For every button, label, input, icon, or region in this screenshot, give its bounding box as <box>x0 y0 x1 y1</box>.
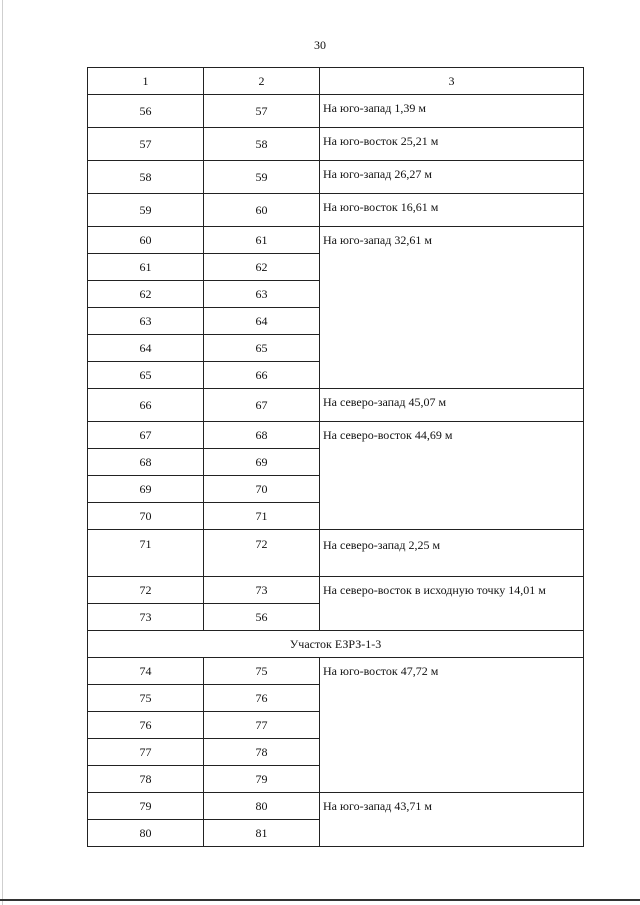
point-to: 65 <box>204 335 320 362</box>
direction-cell: На юго-восток 16,61 м <box>320 194 584 227</box>
point-from: 62 <box>88 281 204 308</box>
table-row <box>88 577 584 604</box>
direction-cell: На северо-восток в исходную точку 14,01 м <box>320 577 584 631</box>
point-from: 68 <box>88 449 204 476</box>
header-cell-from: 1 <box>88 68 204 95</box>
point-to: 69 <box>204 449 320 476</box>
point-from: 61 <box>88 254 204 281</box>
point-from: 70 <box>88 503 204 530</box>
page-number: 30 <box>314 38 326 52</box>
point-to: 76 <box>204 685 320 712</box>
section-header-row <box>88 631 584 658</box>
point-from: 65 <box>88 362 204 389</box>
point-to: 73 <box>204 577 320 604</box>
point-from: 75 <box>88 685 204 712</box>
direction-cell: На юго-восток 25,21 м <box>320 128 584 161</box>
direction-cell: На юго-запад 32,61 м <box>320 227 584 389</box>
table-row <box>88 658 584 685</box>
point-to: 64 <box>204 308 320 335</box>
direction-cell: На юго-восток 47,72 м <box>320 658 584 793</box>
point-to: 78 <box>204 739 320 766</box>
table-row <box>88 793 584 820</box>
point-from: 80 <box>88 820 204 847</box>
direction-cell: На северо-восток 44,69 м <box>320 422 584 530</box>
boundary-points-table <box>87 67 584 847</box>
point-to: 71 <box>204 503 320 530</box>
point-to: 59 <box>204 161 320 194</box>
point-to: 81 <box>204 820 320 847</box>
point-from: 67 <box>88 422 204 449</box>
header-cell-to: 2 <box>204 68 320 95</box>
point-from: 56 <box>88 95 204 128</box>
point-to: 56 <box>204 604 320 631</box>
point-to: 79 <box>204 766 320 793</box>
scan-edge-line <box>2 0 3 905</box>
point-to: 75 <box>204 658 320 685</box>
point-from: 58 <box>88 161 204 194</box>
point-from: 59 <box>88 194 204 227</box>
direction-cell: На северо-запад 45,07 м <box>320 389 584 422</box>
point-from: 57 <box>88 128 204 161</box>
section-title: Участок ЕЗРЗ-1-3 <box>88 631 584 658</box>
point-from: 78 <box>88 766 204 793</box>
point-to: 60 <box>204 194 320 227</box>
point-from: 74 <box>88 658 204 685</box>
point-to: 66 <box>204 362 320 389</box>
point-from: 77 <box>88 739 204 766</box>
table-header-row <box>88 68 584 95</box>
point-from: 76 <box>88 712 204 739</box>
table-row <box>88 389 584 422</box>
point-to: 57 <box>204 95 320 128</box>
point-from: 66 <box>88 389 204 422</box>
direction-cell: На северо-запад 2,25 м <box>320 530 584 577</box>
direction-cell: На юго-запад 43,71 м <box>320 793 584 847</box>
point-to: 62 <box>204 254 320 281</box>
point-to: 58 <box>204 128 320 161</box>
point-to: 63 <box>204 281 320 308</box>
point-to: 67 <box>204 389 320 422</box>
table-row <box>88 422 584 449</box>
table-row <box>88 128 584 161</box>
point-from: 79 <box>88 793 204 820</box>
point-from: 73 <box>88 604 204 631</box>
point-from: 63 <box>88 308 204 335</box>
point-from: 69 <box>88 476 204 503</box>
table-row <box>88 161 584 194</box>
header-cell-direction: 3 <box>320 68 584 95</box>
point-to: 68 <box>204 422 320 449</box>
table-row <box>88 227 584 254</box>
route-table-container <box>87 67 583 847</box>
direction-cell: На юго-запад 26,27 м <box>320 161 584 194</box>
point-to: 80 <box>204 793 320 820</box>
direction-cell: На юго-запад 1,39 м <box>320 95 584 128</box>
point-to: 72 <box>204 530 320 577</box>
point-to: 77 <box>204 712 320 739</box>
table-row <box>88 95 584 128</box>
point-to: 61 <box>204 227 320 254</box>
table-row <box>88 530 584 577</box>
scan-bottom-edge <box>0 899 640 901</box>
point-from: 60 <box>88 227 204 254</box>
point-from: 71 <box>88 530 204 577</box>
point-from: 72 <box>88 577 204 604</box>
table-row <box>88 194 584 227</box>
point-to: 70 <box>204 476 320 503</box>
point-from: 64 <box>88 335 204 362</box>
